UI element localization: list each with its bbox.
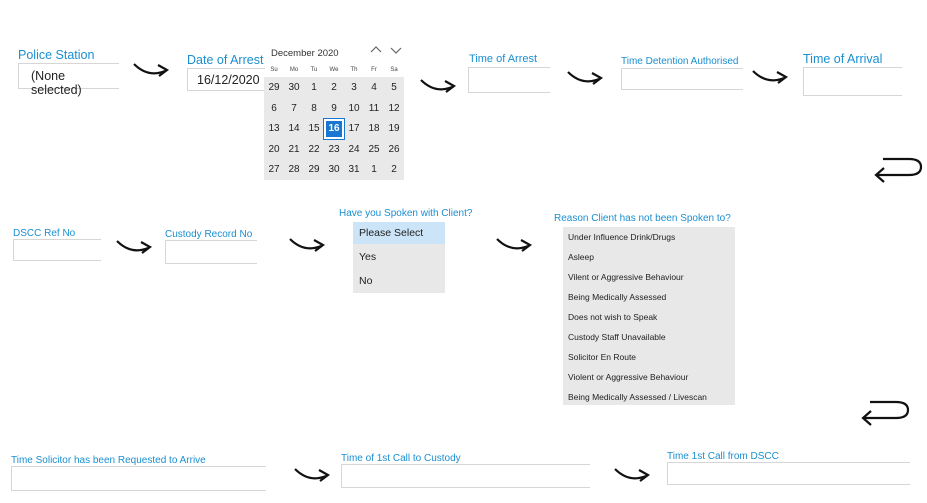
calendar-day[interactable]: 8 xyxy=(311,102,317,114)
option-please-select[interactable]: Please Select xyxy=(353,222,445,244)
calendar-day[interactable]: 25 xyxy=(368,143,380,155)
chevron-up-icon[interactable] xyxy=(370,45,382,58)
calendar-month-label[interactable]: December 2020 xyxy=(271,48,339,59)
calendar-day[interactable]: 30 xyxy=(288,82,300,93)
calendar-day[interactable]: 6 xyxy=(271,102,277,114)
reason-option[interactable]: Violent or Aggressive Behaviour xyxy=(568,372,689,382)
calendar-weekday: We xyxy=(329,67,339,73)
calendar-weekday: Tu xyxy=(310,67,318,73)
reason-option[interactable]: Being Medically Assessed / Livescan xyxy=(568,392,707,402)
return-arrow-icon xyxy=(871,155,925,189)
time-1st-call-from-dscc-label: Time 1st Call from DSCC xyxy=(667,451,779,462)
option-yes[interactable]: Yes xyxy=(359,251,377,263)
right-curved-arrow-icon xyxy=(419,71,459,101)
reason-option[interactable]: Solicitor En Route xyxy=(568,352,637,362)
calendar-day[interactable]: 10 xyxy=(348,102,360,114)
calendar-day[interactable]: 21 xyxy=(288,143,300,155)
time-of-arrival-field[interactable] xyxy=(803,67,902,96)
reason-option[interactable]: Asleep xyxy=(568,252,594,262)
right-curved-arrow-icon xyxy=(115,232,155,262)
right-curved-arrow-icon xyxy=(751,62,791,92)
calendar-day[interactable]: 24 xyxy=(348,143,360,155)
calendar-weekday: Sa xyxy=(390,67,398,73)
calendar-day-grid xyxy=(264,77,404,180)
calendar-day[interactable]: 28 xyxy=(288,164,300,175)
calendar-day[interactable]: 16 xyxy=(324,119,344,139)
spoken-with-client-label: Have you Spoken with Client? xyxy=(339,208,473,219)
calendar-day[interactable]: 9 xyxy=(331,102,337,114)
calendar-day[interactable]: 15 xyxy=(308,123,320,134)
time-1st-call-from-dscc-field[interactable] xyxy=(667,462,910,485)
calendar-day[interactable]: 7 xyxy=(291,102,297,114)
calendar-day[interactable]: 26 xyxy=(388,143,400,155)
right-curved-arrow-icon xyxy=(613,460,653,490)
time-solicitor-requested-label: Time Solicitor has been Requested to Arrive xyxy=(11,455,206,466)
calendar-day[interactable]: 20 xyxy=(268,143,280,155)
calendar-day[interactable]: 30 xyxy=(328,164,340,175)
date-of-arrest-value: 16/12/2020 xyxy=(197,73,260,87)
calendar-day[interactable]: 12 xyxy=(388,102,400,114)
calendar-weekday: Mo xyxy=(289,67,299,73)
calendar-day[interactable]: 1 xyxy=(371,164,377,175)
spoken-with-client-dropdown[interactable] xyxy=(353,222,445,293)
calendar-weekday-header xyxy=(264,67,404,77)
calendar-day[interactable]: 14 xyxy=(288,123,300,134)
calendar-day[interactable]: 18 xyxy=(368,123,380,134)
reason-option[interactable]: Does not wish to Speak xyxy=(568,312,658,322)
time-1st-call-to-custody-field[interactable] xyxy=(341,464,590,488)
police-station-value: (None selected) xyxy=(31,69,82,97)
dscc-ref-no-field[interactable] xyxy=(13,239,101,261)
calendar-day[interactable]: 3 xyxy=(351,82,357,93)
time-of-arrest-label: Time of Arrest xyxy=(469,53,538,65)
dscc-ref-no-label: DSCC Ref No xyxy=(13,228,76,239)
calendar-day[interactable]: 1 xyxy=(311,82,317,93)
custody-record-no-field[interactable] xyxy=(165,240,257,264)
time-detention-authorised-label: Time Detention Authorised xyxy=(621,56,739,67)
reason-not-spoken-label: Reason Client has not been Spoken to? xyxy=(554,213,731,224)
police-station-select[interactable] xyxy=(18,63,119,97)
time-1st-call-to-custody-label: Time of 1st Call to Custody xyxy=(341,453,461,464)
reason-not-spoken-dropdown[interactable] xyxy=(563,227,735,405)
reason-option[interactable]: Custody Staff Unavailable xyxy=(568,332,666,342)
police-station-label: Police Station xyxy=(18,48,95,62)
calendar-day[interactable]: 29 xyxy=(308,164,320,175)
calendar-day[interactable]: 27 xyxy=(268,164,280,175)
date-of-arrest-label: Date of Arrest xyxy=(187,53,264,67)
right-curved-arrow-icon xyxy=(566,63,606,93)
calendar-day[interactable]: 5 xyxy=(391,82,397,93)
time-of-arrival-label: Time of Arrival xyxy=(803,52,883,66)
option-no[interactable]: No xyxy=(359,275,373,287)
calendar-day[interactable]: 31 xyxy=(348,164,360,175)
time-detention-authorised-field[interactable] xyxy=(621,68,743,90)
time-of-arrest-field[interactable] xyxy=(468,67,550,93)
calendar-day[interactable]: 17 xyxy=(348,123,360,134)
right-curved-arrow-icon xyxy=(288,230,328,260)
calendar-weekday: Su xyxy=(270,67,278,73)
calendar-weekday: Th xyxy=(350,67,358,73)
calendar-day[interactable]: 23 xyxy=(328,143,340,155)
reason-option[interactable]: Vilent or Aggressive Behaviour xyxy=(568,272,684,282)
custody-record-no-label: Custody Record No xyxy=(165,229,253,240)
chevron-down-icon[interactable] xyxy=(390,45,402,58)
calendar-day[interactable]: 2 xyxy=(331,82,337,93)
return-arrow-icon xyxy=(858,398,912,432)
right-curved-arrow-icon xyxy=(495,230,535,260)
calendar-day[interactable]: 22 xyxy=(308,143,320,155)
calendar-day[interactable]: 29 xyxy=(268,82,280,93)
time-solicitor-requested-field[interactable] xyxy=(11,466,266,491)
date-of-arrest-field[interactable] xyxy=(187,68,265,91)
calendar-day[interactable]: 4 xyxy=(371,82,377,93)
reason-option[interactable]: Being Medically Assessed xyxy=(568,292,667,302)
right-curved-arrow-icon xyxy=(293,460,333,490)
reason-option[interactable]: Under Influence Drink/Drugs xyxy=(568,232,676,242)
calendar-day[interactable]: 19 xyxy=(388,123,400,134)
right-curved-arrow-icon xyxy=(132,55,172,85)
calendar-day[interactable]: 11 xyxy=(368,102,380,114)
calendar-weekday: Fr xyxy=(371,67,377,73)
date-picker-calendar xyxy=(264,43,404,180)
calendar-day[interactable]: 2 xyxy=(391,164,397,175)
calendar-day[interactable]: 13 xyxy=(268,123,280,134)
